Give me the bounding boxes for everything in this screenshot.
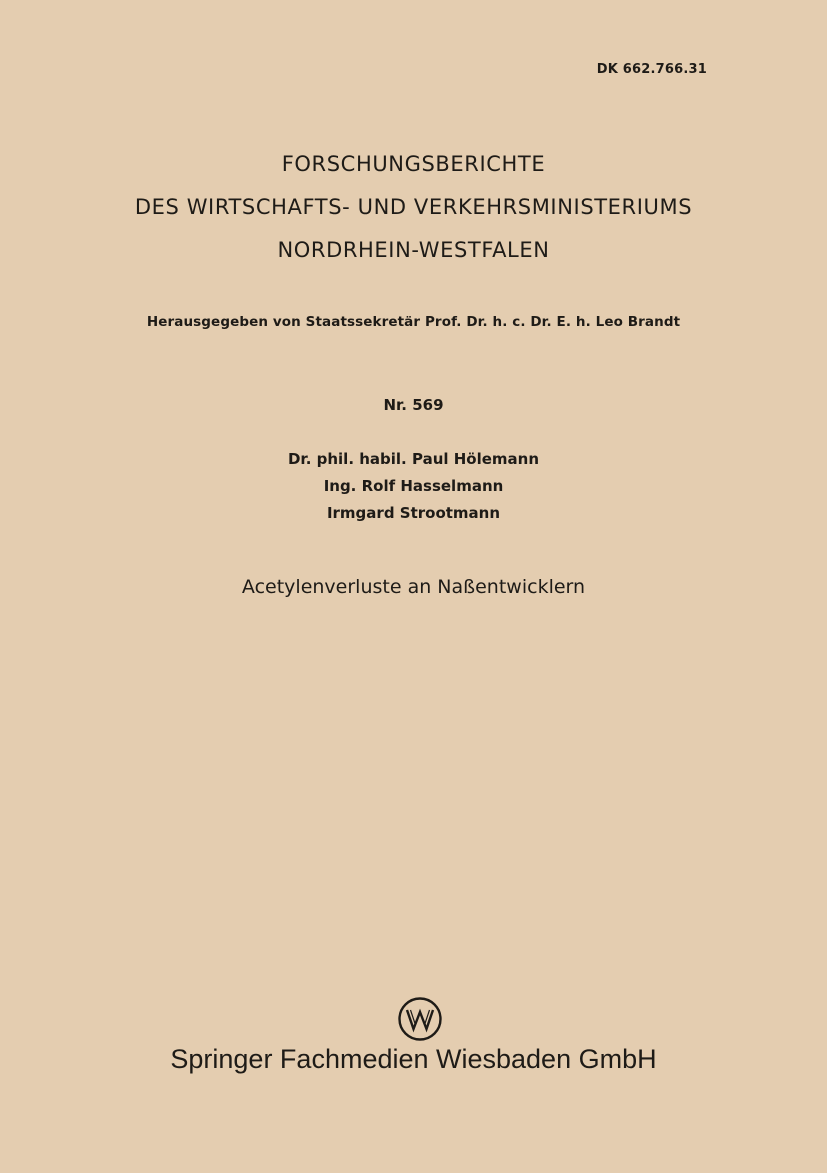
author-1: Dr. phil. habil. Paul Hölemann [287,450,540,468]
book-title: Acetylenverluste an Naßentwicklern [241,576,586,598]
publisher-name: Springer Fachmedien Wiesbaden GmbH [170,1044,657,1074]
series-title-line-3: NORDRHEIN-WESTFALEN [277,238,550,262]
author-3: Irmgard Strootmann [326,504,501,522]
report-number: Nr. 569 [383,396,444,414]
dk-classification-code: DK 662.766.31 [596,62,707,77]
author-2: Ing. Rolf Hasselmann [323,477,504,495]
editor-credit: Herausgegeben von Staatssekretär Prof. Dr. h. c. Dr. E. h. Leo Brandt [146,314,681,330]
series-title-line-1: FORSCHUNGSBERICHTE [281,152,546,176]
series-title-line-2: DES WIRTSCHAFTS- UND VERKEHRSMINISTERIUMS [134,195,693,219]
publisher-logo-icon [397,996,443,1042]
